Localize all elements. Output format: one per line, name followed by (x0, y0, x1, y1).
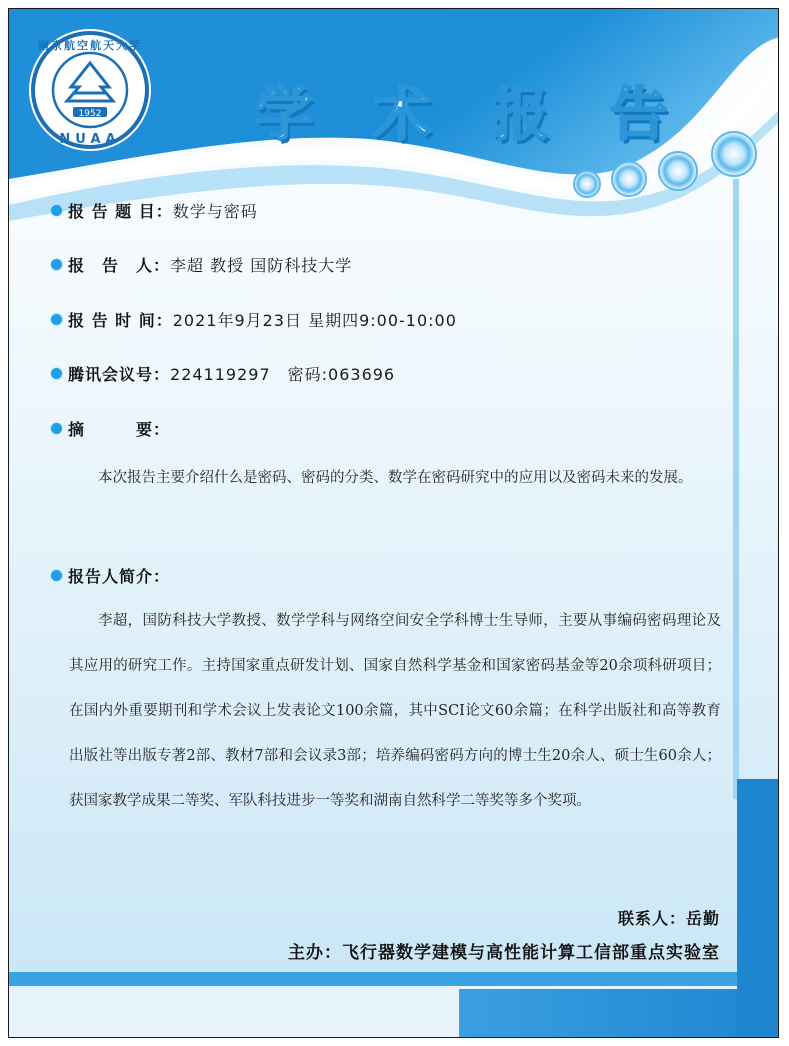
field-value: 224119297 密码:063696 (170, 365, 396, 384)
poster-title: 学 术 报 告 (255, 80, 688, 148)
field-topic (51, 199, 258, 222)
bullet-icon (51, 423, 62, 434)
bullet-icon (51, 570, 62, 581)
bullet-icon (51, 368, 62, 379)
host-organization: 主办：飞行器数学建模与高性能计算工信部重点实验室 (288, 943, 720, 963)
abstract-text: 本次报告主要介绍什么是密码、密码的分类、数学在密码研究中的应用以及密码未来的发展。 (98, 470, 693, 486)
bullet-icon (51, 259, 62, 270)
field-abstract (51, 417, 170, 440)
svg-text:NUAA: NUAA (59, 132, 121, 147)
field-value: 2021年9月23日 星期四9:00-10:00 (172, 311, 457, 330)
bio-text: 李超，国防科技大学教授、数学学科与网络空间安全学科博士生导师，主要从事编码密码理论及其应用的研究工作。主持国家重点研发计划、国家自然科学基金和国家密码基金等20余项科研项目；在国内外重要期刊和学术会议上发表论文100余篇，其中SCI论文60余篇；在科学出版社和高等教育出版社等出版专著2部、教材7部和会议录3部；培养编码密码方向的博士生20余人、硕士生60余人；获国家教学成果二等奖、军队科技进步一等奖和湖南自然科学二等奖等多个奖项。 (69, 613, 721, 809)
field-bio (51, 564, 170, 587)
field-speaker (51, 253, 352, 276)
field-label: 报 告 人： (68, 256, 171, 275)
background-decoration (9, 9, 779, 1038)
field-label: 报 告 时 间： (68, 311, 173, 330)
field-time (51, 308, 457, 331)
field-label: 报告人简介： (68, 567, 171, 586)
contact-person: 联系人：岳勤 (617, 909, 720, 928)
svg-text:南京航空航天大学: 南京航空航天大学 (38, 39, 142, 52)
field-value: 李超 教授 国防科技大学 (170, 256, 353, 275)
bullet-icon (51, 205, 62, 216)
svg-text:1952: 1952 (78, 109, 102, 119)
bullet-icon (51, 314, 62, 325)
university-seal-logo (27, 27, 153, 153)
field-label: 报 告 题 目： (68, 202, 173, 221)
field-label: 摘 要： (68, 420, 171, 439)
field-meeting-id (51, 362, 395, 385)
field-label: 腾讯会议号： (68, 365, 171, 384)
field-value: 数学与密码 (172, 202, 258, 221)
poster (8, 8, 779, 1038)
